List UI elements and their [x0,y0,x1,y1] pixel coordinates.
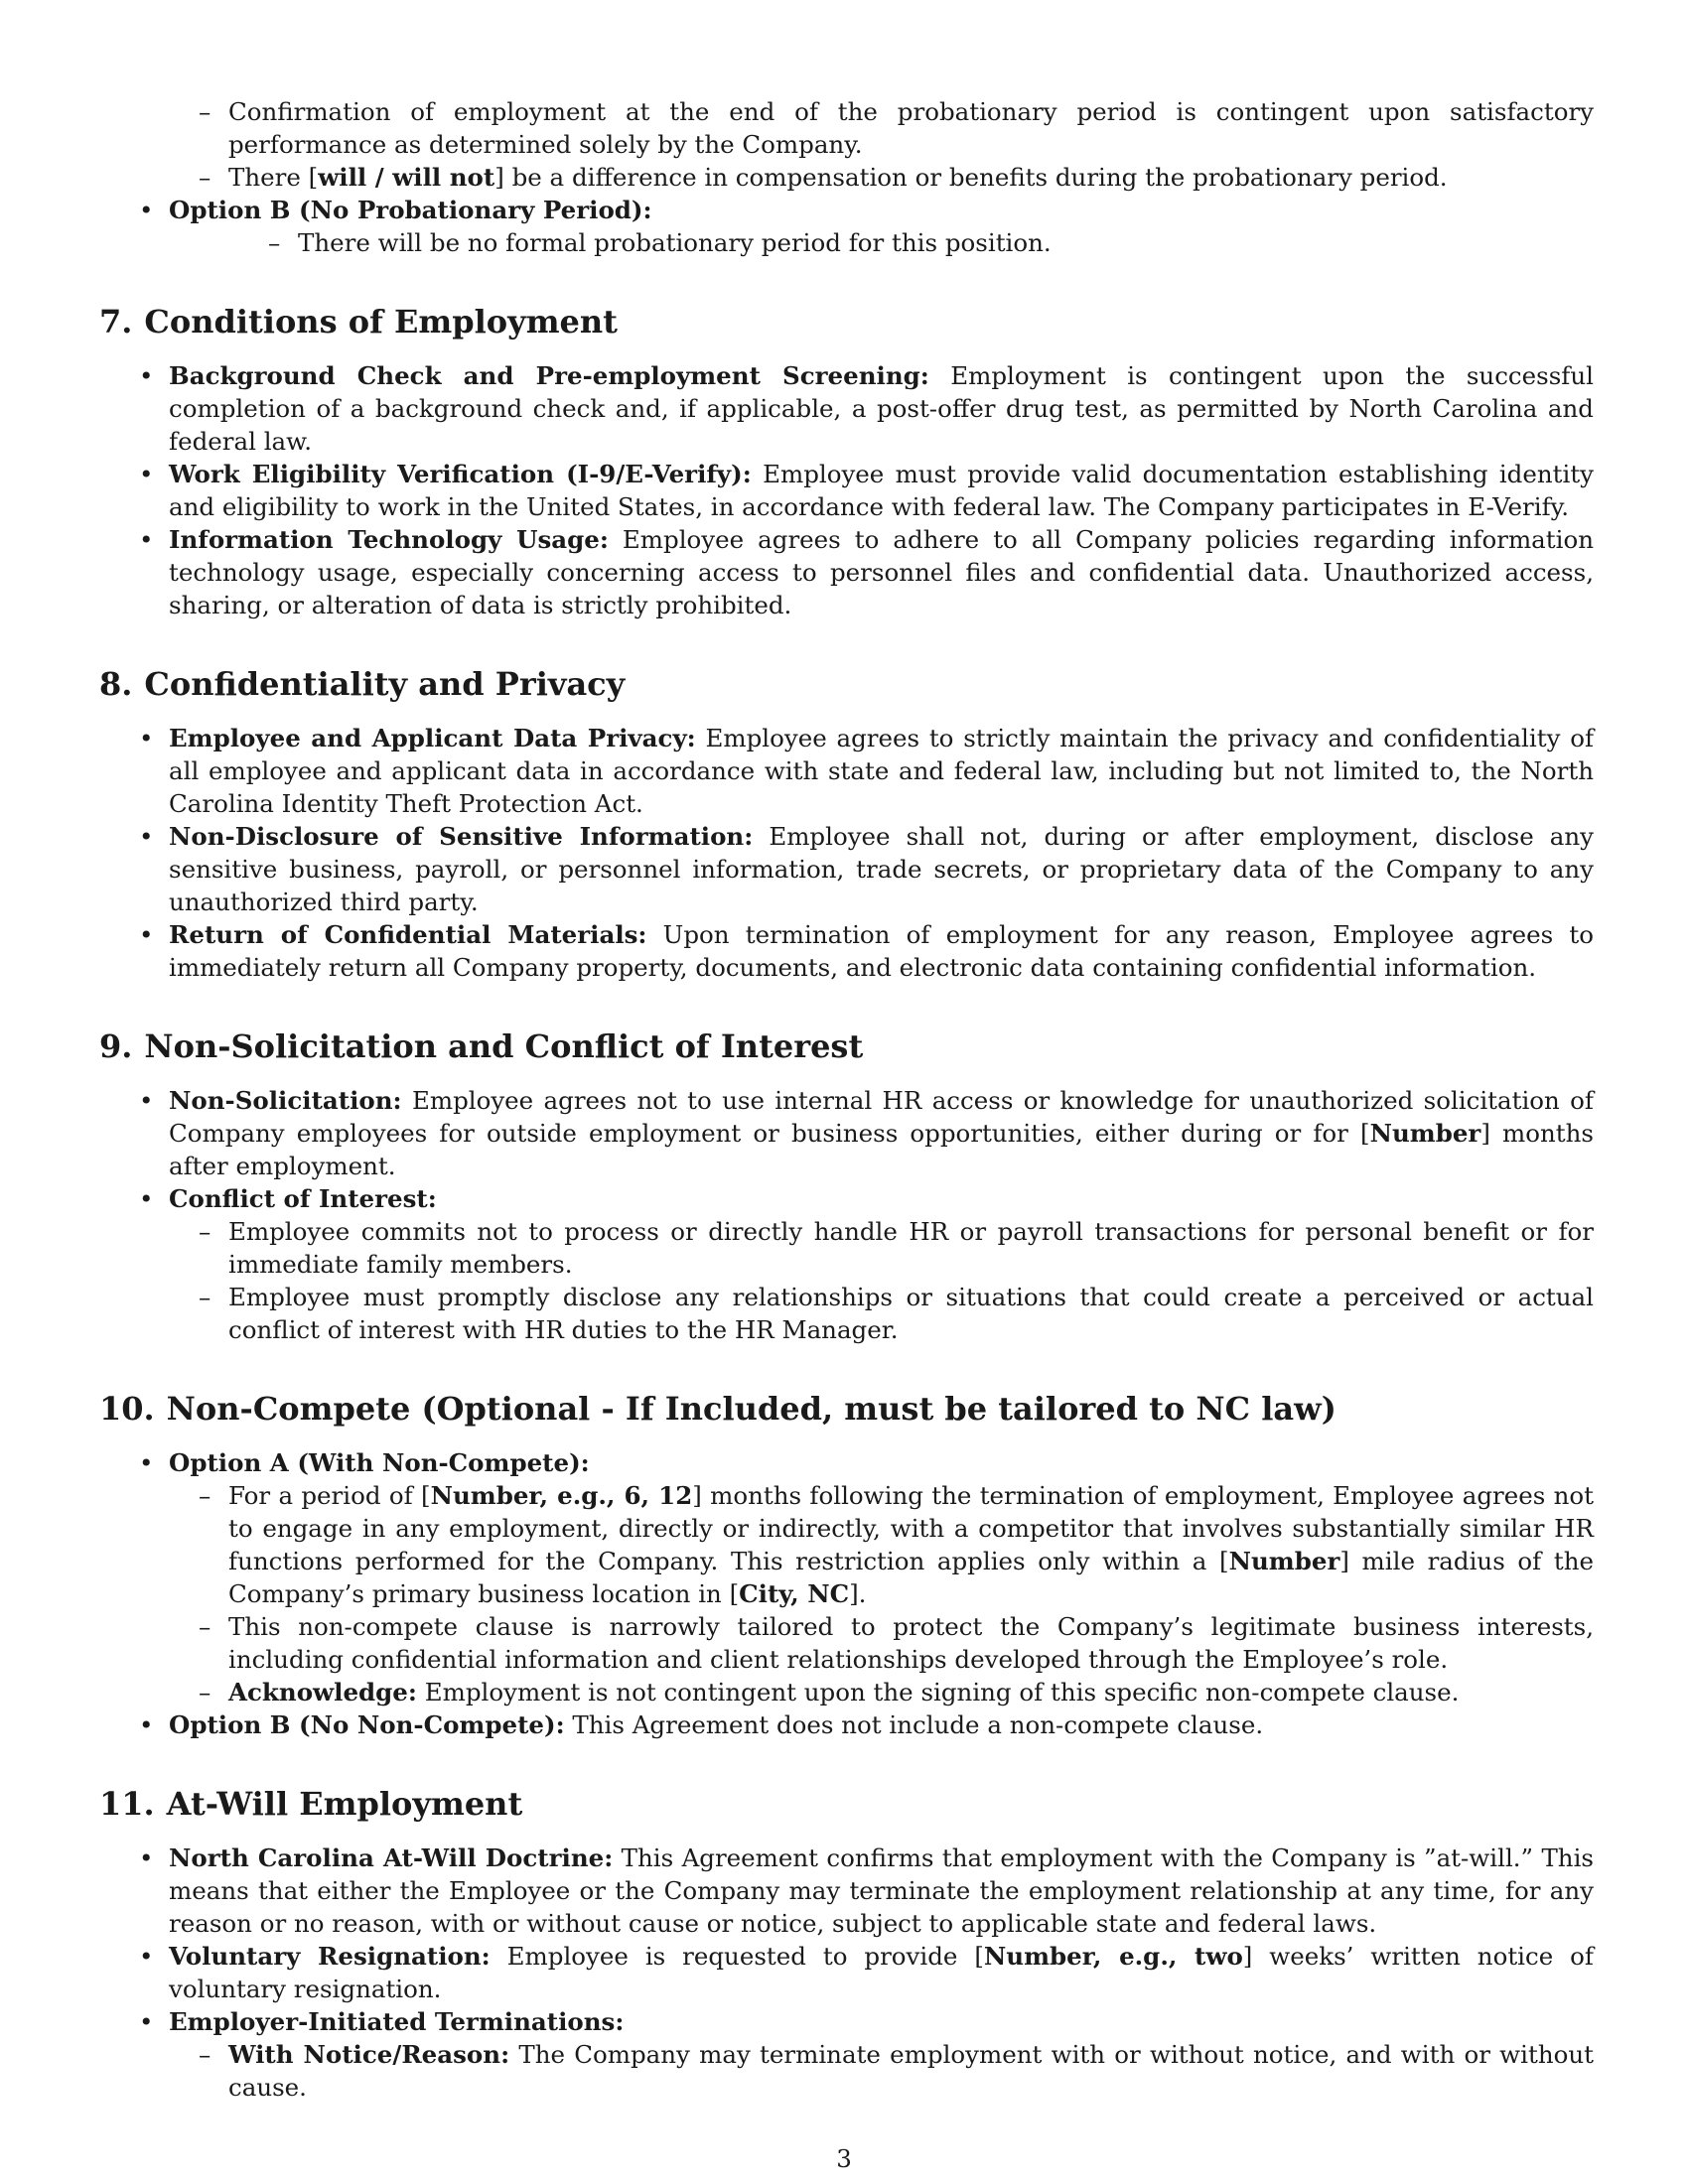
list-item [169,2038,1594,2104]
item-text: The Company may terminate employment with or without notice, and with or without cause. [228,2040,1594,2102]
item-label: Background Check and Pre-employment Screening: [169,361,929,390]
list-item [99,95,1594,161]
probation-continuation [99,95,1594,259]
list-item [99,820,1594,918]
item-text: Employee agrees to adhere to all Company policies regarding information technology usage, especially concerning access to personnel files and confidential data. Unauthorized access, sharing, or alteration of data is strictly prohibited. [169,525,1594,619]
section-heading-10 [99,1389,1594,1429]
item-text: Employee must promptly disclose any relationships or situations that could create a perceived or actual conflict of interest with HR duties to the HR Manager. [228,1283,1594,1344]
placeholder-text: Number, e.g., 6, 12 [430,1481,693,1510]
item-label: Work Eligibility Verification (I-9/E-Verify): [169,460,752,488]
section-heading-11 [99,1784,1594,1824]
section-10-list [99,1446,1594,1741]
list-item [99,161,1594,194]
sublist [169,2038,1594,2104]
list-item [99,1446,1594,1708]
item-label: Option B (No Probationary Period): [169,196,652,224]
item-label: Voluntary Resignation: [169,1942,491,1971]
list-item [99,523,1594,621]
list-item [99,918,1594,984]
section-title: Non-Solicitation and Conflict of Interest [144,1027,864,1065]
list-item [169,226,1594,259]
item-text: This non-compete clause is narrowly tailored to protect the Company’s legitimate business interests, including confidential information and client relationships developed through the Employee’s role. [228,1612,1594,1674]
list-item [169,1281,1594,1346]
item-text: Employee must provide valid documentation establishing identity and eligibility to work in the United States, in accordance with federal law. The Company participates in E-Verify. [169,460,1595,521]
section-title: Confidentiality and Privacy [144,665,626,703]
section-11-list [99,1842,1594,2104]
section-title: Non-Compete (Optional - If Included, must be tailored to NC law) [166,1390,1336,1428]
list-item [169,1215,1594,1281]
sublist [169,226,1594,259]
page-number: 3 [836,2144,852,2173]
section-number: 10. [99,1390,155,1428]
document-page [99,95,1594,2104]
item-text: Employee agrees not to use internal HR access or knowledge for unauthorized solicitation of Company employees for outside employment or business opportunities, either during or for [ [169,1086,1594,1148]
list-item [99,1842,1594,1940]
list-item [99,458,1594,523]
item-label: With Notice/Reason: [228,2040,510,2069]
item-text: Employee shall not, during or after employment, disclose any sensitive business, payroll, or personnel information, trade secrets, or proprietary data of the Company to any unauthorized third party. [169,822,1594,916]
list-item [99,1182,1594,1346]
probation-options [99,194,1594,259]
item-text: Employment is contingent upon the successful completion of a background check and, if applicable, a post-offer drug test, as permitted by North Carolina and federal law. [169,361,1594,456]
placeholder-text: Number [1369,1119,1481,1148]
item-label: Return of Confidential Materials: [169,920,647,949]
list-item [169,1676,1594,1708]
section-number: 7. [99,303,133,341]
item-text: ] be a difference in compensation or benefits during the probationary period. [494,163,1448,192]
item-label: Option A (With Non-Compete): [169,1448,590,1477]
placeholder-text: Number [1228,1547,1340,1575]
list-item [169,1610,1594,1676]
item-text: Employee commits not to process or directly handle HR or payroll transactions for personal benefit or for immediate family members. [228,1217,1594,1279]
sublist [169,1215,1594,1346]
item-text: Employee agrees to strictly maintain the privacy and confidentiality of all employee and applicant data in accordance with state and federal law, including but not limited to, the North Carolina Identity Theft Protection Act. [169,724,1595,818]
list-item [99,1940,1594,2005]
item-label: Non-Disclosure of Sensitive Information: [169,822,754,851]
item-text: ]. [849,1579,867,1608]
item-text: For a period of [ [228,1481,431,1510]
section-title: Conditions of Employment [144,303,618,341]
item-label: Conflict of Interest: [169,1184,437,1213]
item-label: North Carolina At-Will Doctrine: [169,1843,614,1872]
section-number: 9. [99,1027,133,1065]
section-number: 8. [99,665,133,703]
item-label: Information Technology Usage: [169,525,609,554]
item-label: Non-Solicitation: [169,1086,402,1115]
section-heading-9 [99,1026,1594,1066]
list-item [99,722,1594,820]
sublist [169,1479,1594,1708]
item-text: Employment is not contingent upon the signing of this specific non-compete clause. [416,1678,1460,1706]
section-7-list [99,359,1594,621]
placeholder-text: will / will not [318,163,495,192]
item-text: ] months following the termination of employment, Employee agrees not to engage in any employment, directly or indirectly, with a competitor that involves substantially similar HR functions performed for the Company. This restriction applies only within a [ [228,1481,1595,1575]
item-text: There [ [228,163,319,192]
list-item [99,1708,1594,1741]
item-text: This Agreement confirms that employment with the Company is ”at-will.” This means that either the Employee or the Company may terminate the employment relationship at any time, for any reason or no reason, with or without cause or notice, subject to applicable state and federal laws. [169,1843,1594,1938]
section-8-list [99,722,1594,984]
placeholder-text: City, NC [739,1579,850,1608]
item-text: ] months after employment. [169,1119,1594,1180]
list-item [99,1084,1594,1182]
item-text: There will be no formal probationary period for this position. [298,228,1052,257]
list-item [99,2005,1594,2104]
placeholder-text: Number, e.g., two [983,1942,1243,1971]
section-9-list [99,1084,1594,1346]
section-number: 11. [99,1785,155,1823]
section-heading-7 [99,302,1594,341]
item-text: ] weeks’ written notice of voluntary resignation. [169,1942,1594,2003]
probation-option-a-subitems [99,95,1594,194]
item-text: This Agreement does not include a non-compete clause. [564,1710,1264,1739]
section-title: At-Will Employment [166,1785,523,1823]
item-label: Acknowledge: [228,1678,417,1706]
item-text: Employee is requested to provide [ [490,1942,984,1971]
section-heading-8 [99,664,1594,704]
item-text: ] mile radius of the Company’s primary business location in [ [228,1547,1595,1608]
list-item [99,359,1594,458]
item-label: Option B (No Non-Compete): [169,1710,565,1739]
list-item [99,194,1594,259]
item-text: Confirmation of employment at the end of the probationary period is contingent upon satisfactory performance as determined solely by the Company. [228,97,1594,159]
item-text: Upon termination of employment for any reason, Employee agrees to immediately return all Company property, documents, and electronic data containing confidential information. [169,920,1594,982]
item-label: Employee and Applicant Data Privacy: [169,724,696,752]
list-item [169,1479,1594,1610]
item-label: Employer-Initiated Terminations: [169,2007,625,2036]
